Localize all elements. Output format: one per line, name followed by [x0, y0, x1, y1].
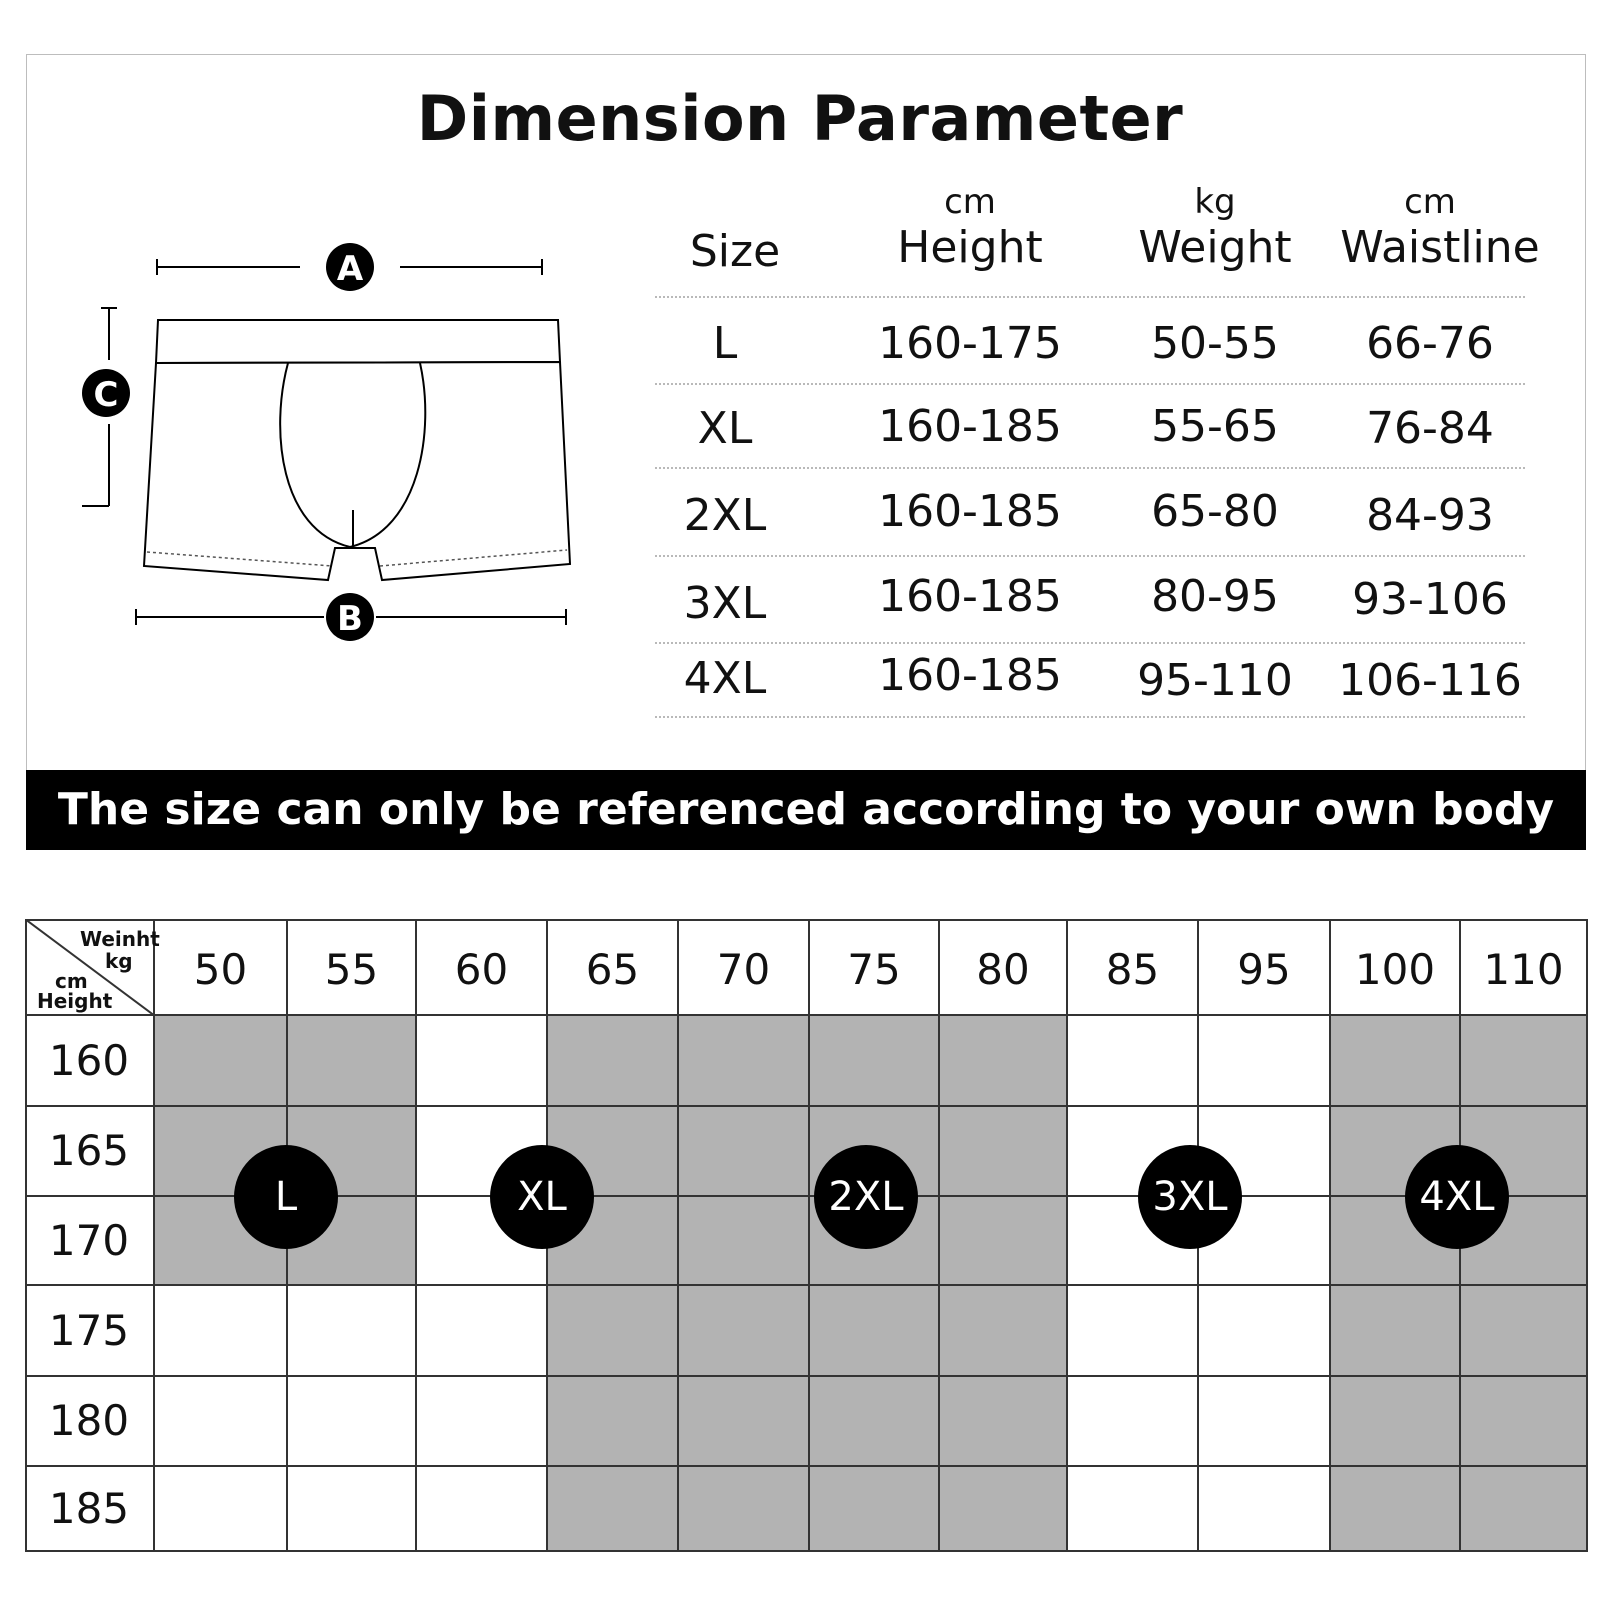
- grid-cell: [417, 1016, 548, 1107]
- height-label: 160: [48, 1035, 130, 1085]
- weight-label: 50: [193, 945, 248, 994]
- weight-header: [155, 919, 288, 1016]
- table-rule: [655, 467, 1525, 469]
- size-cell: 2XL: [683, 490, 767, 541]
- grid-cell: [940, 1286, 1068, 1377]
- height-header: [25, 1197, 155, 1286]
- grid-cell: [1461, 1016, 1588, 1107]
- col-waistline: Waistline: [1340, 222, 1540, 273]
- grid-cell: [1461, 1467, 1588, 1552]
- grid-cell: [940, 1467, 1068, 1552]
- height-label: 180: [48, 1396, 130, 1445]
- size-cell: 3XL: [683, 578, 767, 629]
- corner-weight-label: Weinht: [80, 927, 160, 951]
- weight-cell: 95-110: [1137, 655, 1293, 706]
- weight-header: [810, 919, 940, 1016]
- grid-cell: [1199, 1016, 1331, 1107]
- grid-cell: [1461, 1286, 1588, 1377]
- boxer-diagram: [70, 230, 610, 650]
- page-title: Dimension Parameter: [416, 82, 1184, 155]
- height-label: 170: [48, 1215, 130, 1265]
- grid-cell: [679, 1467, 810, 1552]
- label-b: B: [337, 599, 363, 639]
- waist-cell: 76-84: [1366, 403, 1494, 454]
- size-badge-2xl: 2XL: [814, 1145, 918, 1249]
- grid-cell: [548, 1377, 679, 1467]
- col-size: Size: [689, 226, 781, 277]
- height-label: 165: [48, 1126, 130, 1175]
- weight-cell: 80-95: [1151, 571, 1279, 622]
- height-label: 175: [48, 1305, 130, 1355]
- grid-cell: [1331, 1016, 1461, 1107]
- grid-cell: [1068, 1286, 1199, 1377]
- corner-height-label: Height: [37, 989, 113, 1013]
- label-c: C: [93, 375, 119, 415]
- corner-weight-unit: kg: [105, 949, 133, 973]
- grid-cell: [940, 1377, 1068, 1467]
- table-rule: [655, 555, 1525, 557]
- label-a: A: [336, 249, 364, 289]
- grid-cell: [679, 1377, 810, 1467]
- weight-unit: kg: [1194, 182, 1236, 222]
- grid-cell: [155, 1377, 288, 1467]
- waist-cell: 84-93: [1366, 490, 1494, 541]
- grid-cell: [1199, 1377, 1331, 1467]
- weight-label: 110: [1483, 945, 1564, 994]
- weight-header: [417, 919, 548, 1016]
- grid-cell: [1068, 1467, 1199, 1552]
- size-cell: L: [712, 318, 738, 369]
- grid-cell: [155, 1286, 288, 1377]
- weight-header: [940, 919, 1068, 1016]
- size-badge-xl: XL: [490, 1145, 594, 1249]
- height-cell: 160-185: [878, 650, 1062, 701]
- height-header: [25, 1467, 155, 1552]
- weight-header: [1068, 919, 1199, 1016]
- grid-cell: [417, 1377, 548, 1467]
- waistline-unit: cm: [1404, 182, 1456, 222]
- waist-cell: 66-76: [1366, 318, 1494, 369]
- grid-cell: [155, 1467, 288, 1552]
- grid-cell: [288, 1377, 417, 1467]
- height-cell: 160-175: [878, 318, 1062, 369]
- weight-label: 100: [1354, 945, 1436, 994]
- weight-header: [1461, 919, 1588, 1016]
- weight-label: 60: [454, 945, 509, 994]
- table-rule: [655, 296, 1525, 298]
- grid-corner: [25, 919, 160, 1016]
- size-badge-l: L: [234, 1145, 338, 1249]
- grid-cell: [810, 1377, 940, 1467]
- grid-cell: [548, 1286, 679, 1377]
- height-cell: 160-185: [878, 486, 1062, 537]
- weight-label: 75: [847, 945, 901, 994]
- size-note-banner: The size can only be referenced according to your own body size: [26, 770, 1586, 850]
- grid-cell: [417, 1467, 548, 1552]
- grid-cell: [1331, 1467, 1461, 1552]
- size-badge-3xl: 3XL: [1138, 1145, 1242, 1249]
- height-header: [25, 1016, 155, 1107]
- height-label: 185: [48, 1483, 130, 1533]
- weight-header: [288, 919, 417, 1016]
- table-rule: [655, 642, 1525, 644]
- table-rule: [655, 383, 1525, 385]
- weight-cell: 65-80: [1151, 486, 1279, 537]
- weight-header: [1199, 919, 1331, 1016]
- weight-label: 55: [324, 945, 379, 994]
- grid-cell: [810, 1467, 940, 1552]
- table-rule: [655, 716, 1525, 718]
- weight-cell: 55-65: [1151, 401, 1279, 452]
- weight-label: 95: [1237, 945, 1291, 994]
- weight-header: [679, 919, 810, 1016]
- grid-cell: [288, 1286, 417, 1377]
- grid-cell: [679, 1197, 810, 1286]
- weight-label: 80: [976, 945, 1030, 994]
- height-unit: cm: [944, 182, 996, 222]
- col-height: Height: [897, 222, 1043, 273]
- grid-cell: [1331, 1377, 1461, 1467]
- weight-label: 65: [585, 945, 640, 994]
- size-cell: 4XL: [683, 653, 767, 704]
- grid-cell: [679, 1016, 810, 1107]
- grid-cell: [679, 1286, 810, 1377]
- col-weight: Weight: [1138, 222, 1292, 273]
- grid-cell: [1068, 1377, 1199, 1467]
- grid-cell: [1331, 1286, 1461, 1377]
- grid-cell: [1199, 1286, 1331, 1377]
- weight-label: 70: [716, 945, 771, 994]
- grid-cell: [940, 1107, 1068, 1197]
- grid-cell: [940, 1016, 1068, 1107]
- grid-cell: [940, 1197, 1068, 1286]
- grid-cell: [1199, 1467, 1331, 1552]
- weight-label: 85: [1105, 945, 1160, 994]
- height-cell: 160-185: [878, 571, 1062, 622]
- waist-cell: 93-106: [1352, 574, 1508, 625]
- grid-cell: [810, 1016, 940, 1107]
- grid-cell: [548, 1467, 679, 1552]
- height-cell: 160-185: [878, 401, 1062, 452]
- grid-cell: [679, 1107, 810, 1197]
- grid-cell: [155, 1016, 288, 1107]
- grid-cell: [288, 1016, 417, 1107]
- height-header: [25, 1286, 155, 1377]
- weight-header: [1331, 919, 1461, 1016]
- weight-header: [548, 919, 679, 1016]
- weight-cell: 50-55: [1151, 318, 1279, 369]
- size-cell: XL: [697, 403, 753, 454]
- grid-cell: [810, 1286, 940, 1377]
- height-header: [25, 1377, 155, 1467]
- grid-cell: [1068, 1016, 1199, 1107]
- grid-cell: [417, 1286, 548, 1377]
- grid-cell: [548, 1016, 679, 1107]
- size-badge-4xl: 4XL: [1405, 1145, 1509, 1249]
- height-header: [25, 1107, 155, 1197]
- grid-cell: [288, 1467, 417, 1552]
- waist-cell: 106-116: [1338, 655, 1522, 706]
- corner-height-unit: cm: [55, 969, 88, 993]
- grid-cell: [1461, 1377, 1588, 1467]
